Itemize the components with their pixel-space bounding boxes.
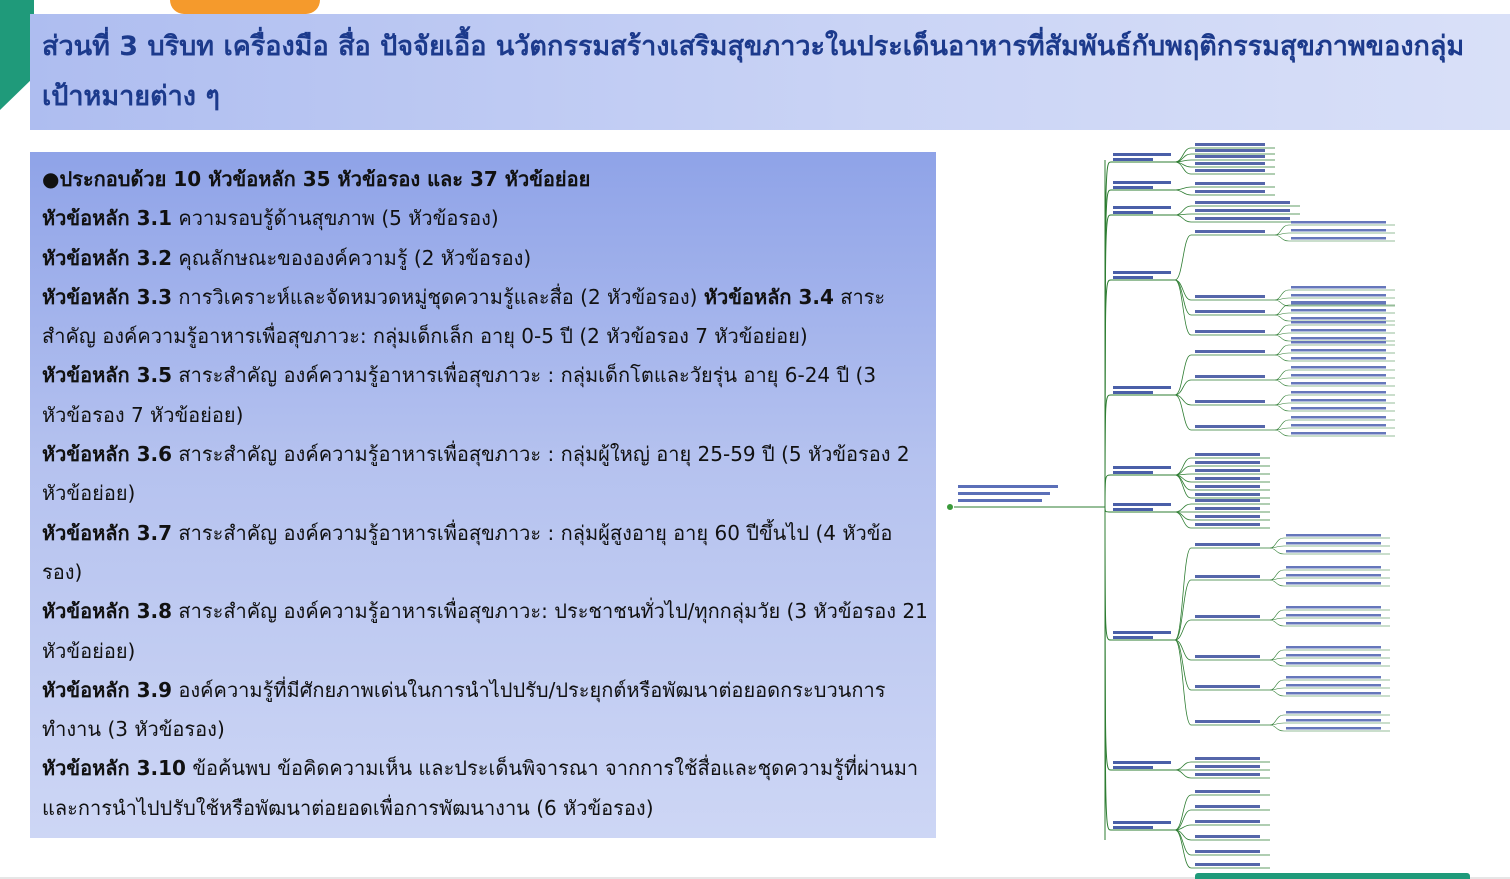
section-3-10: หัวข้อหลัก 3.10 ข้อค้นพบ ข้อคิดความเห็น และประเด็นพิจารณา จากการใช้สื่อและชุดความรู้ที่ผ่านมา และการนำไปปรับใช้หรือพัฒนาต่อยอดเพื่อการพัฒนางาน (6 หัวข้อรอง) <box>42 756 919 820</box>
section-3-3-3-4: หัวข้อหลัก 3.3 การวิเคราะห์และจัดหมวดหมู่ชุดความรู้และสื่อ (2 หัวข้อรอง) หัวข้อหลัก 3.4 สาระสำคัญ องค์ความรู้อาหารเพื่อสุขภาวะ: กลุ่มเด็กเล็ก อายุ 0-5 ปี (2 หัวข้อรอง 7 หัวข้อย่อย) <box>42 284 886 349</box>
footer-accent <box>1195 873 1470 879</box>
section-3-9: หัวข้อหลัก 3.9 องค์ความรู้ที่มีศักยภาพเด่นในการนำไปปรับ/ประยุกต์หรือพัฒนาต่อยอดกระบวนการทำงาน (3 หัวข้อรอง) <box>42 677 886 742</box>
mindmap-root-node <box>947 504 953 510</box>
section-3-7: หัวข้อหลัก 3.7 สาระสำคัญ องค์ความรู้อาหารเพื่อสุขภาวะ : กลุ่มผู้สูงอายุ อายุ 60 ปีขึ้นไป (4 หัวข้อรอง) <box>42 520 893 584</box>
slide-title: ส่วนที่ 3 บริบท เครื่องมือ สื่อ ปัจจัยเอื้อ นวัตกรรมสร้างเสริมสุขภาวะในประเด็นอาหารที่สัมพันธ์กับพฤติกรรมสุขภาพของกลุ่มเป้าหมายต่าง ๆ <box>42 31 1465 112</box>
section-3-5: หัวข้อหลัก 3.5 สาระสำคัญ องค์ความรู้อาหารเพื่อสุขภาวะ : กลุ่มเด็กโตและวัยรุ่น อายุ 6-24 ปี (3 หัวข้อรอง 7 หัวข้อย่อย) <box>42 363 877 427</box>
mindmap-thumbnail <box>940 140 1505 875</box>
section-3-8: หัวข้อหลัก 3.8 สาระสำคัญ องค์ความรู้อาหารเพื่อสุขภาวะ: ประชาชนทั่วไป/ทุกกลุ่มวัย (3 หัวข้อรอง 21 หัวข้อย่อย) <box>42 599 928 663</box>
corner-decoration-green <box>0 0 34 110</box>
summary-line: ●ประกอบด้วย 10 หัวข้อหลัก 35 หัวข้อรอง และ 37 หัวข้อย่อย <box>42 167 591 191</box>
section-3-6: หัวข้อหลัก 3.6 สาระสำคัญ องค์ความรู้อาหารเพื่อสุขภาวะ : กลุ่มผู้ใหญ่ อายุ 25-59 ปี (5 หัวข้อรอง 2 หัวข้อย่อย) <box>42 442 910 506</box>
corner-decoration-orange <box>170 0 320 14</box>
content-text <box>42 160 932 828</box>
section-3-2: หัวข้อหลัก 3.2 คุณลักษณะขององค์ความรู้ (2 หัวข้อรอง) <box>42 245 532 270</box>
section-3-1: หัวข้อหลัก 3.1 ความรอบรู้ด้านสุขภาพ (5 หัวข้อรอง) <box>42 206 499 231</box>
